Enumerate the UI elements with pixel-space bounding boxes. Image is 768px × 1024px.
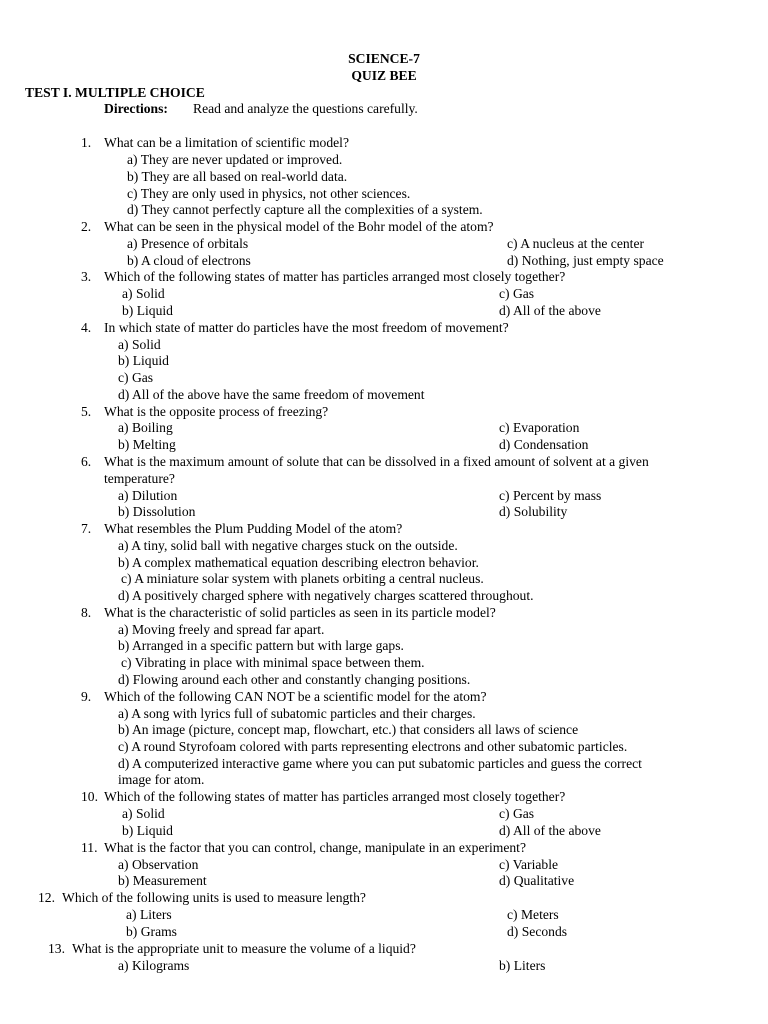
question-text: What is the opposite process of freezing?	[104, 404, 329, 419]
option: d) A computerized interactive game where you can put subatomic particles and guess the correct	[118, 756, 642, 771]
option: d) Condensation	[499, 437, 589, 452]
option: d) Flowing around each other and constantly changing positions.	[118, 672, 471, 687]
option-continued: image for atom.	[118, 772, 205, 787]
option: a) They are never updated or improved.	[127, 152, 343, 167]
option: b) Melting	[118, 437, 176, 452]
question-text: What is the maximum amount of solute that can be dissolved in a fixed amount of solvent at a given	[104, 454, 649, 469]
question-number: 3.	[81, 269, 92, 284]
option: b) Liters	[499, 958, 546, 973]
option: a) Dilution	[118, 488, 178, 503]
option: a) Moving freely and spread far apart.	[118, 622, 325, 637]
question-text: Which of the following CAN NOT be a scientific model for the atom?	[104, 689, 487, 704]
doc-subtitle: QUIZ BEE	[351, 68, 417, 83]
option: a) A tiny, solid ball with negative charges stuck on the outside.	[118, 538, 458, 553]
directions-text: Read and analyze the questions carefully.	[193, 101, 418, 116]
option: c) Gas	[499, 286, 535, 301]
option: d) Seconds	[507, 924, 568, 939]
question-text: In which state of matter do particles have the most freedom of movement?	[104, 320, 509, 335]
question-number: 13.	[48, 941, 65, 956]
option: a) Presence of orbitals	[127, 236, 249, 251]
question-number: 7.	[81, 521, 92, 536]
question-number: 2.	[81, 219, 92, 234]
question-number: 11.	[81, 840, 98, 855]
option: b) Arranged in a specific pattern but with large gaps.	[118, 638, 404, 653]
question-text: What is the characteristic of solid particles as seen in its particle model?	[104, 605, 496, 620]
option: d) All of the above	[499, 303, 601, 318]
option: d) All of the above	[499, 823, 601, 838]
option: b) Liquid	[118, 353, 169, 368]
option: b) An image (picture, concept map, flowchart, etc.) that considers all laws of science	[118, 722, 579, 737]
question-text: Which of the following states of matter has particles arranged most closely together?	[104, 789, 566, 804]
option: b) Dissolution	[118, 504, 196, 519]
question-text: What can be seen in the physical model of the Bohr model of the atom?	[104, 219, 494, 234]
question-text: What is the factor that you can control, change, manipulate in an experiment?	[104, 840, 526, 855]
option: d) All of the above have the same freedom of movement	[118, 387, 425, 402]
option: d) Solubility	[499, 504, 568, 519]
question-number: 6.	[81, 454, 92, 469]
option: c) A round Styrofoam colored with parts representing electrons and other subatomic particles.	[118, 739, 628, 754]
option: a) Solid	[118, 337, 161, 352]
question-number: 9.	[81, 689, 92, 704]
option: a) A song with lyrics full of subatomic particles and their charges.	[118, 706, 476, 721]
question-number: 4.	[81, 320, 92, 335]
option: b) A complex mathematical equation describing electron behavior.	[118, 555, 479, 570]
question-number: 5.	[81, 404, 92, 419]
option: c) Gas	[118, 370, 154, 385]
option: c) A nucleus at the center	[507, 236, 645, 251]
option: a) Observation	[118, 857, 199, 872]
question-text: What can be a limitation of scientific model?	[104, 135, 349, 150]
option: c) Vibrating in place with minimal space between them.	[121, 655, 425, 670]
option: d) A positively charged sphere with negatively charges scattered throughout.	[118, 588, 534, 603]
option: c) Meters	[507, 907, 559, 922]
option: a) Solid	[122, 806, 165, 821]
option: d) They cannot perfectly capture all the complexities of a system.	[127, 202, 483, 217]
question-number: 1.	[81, 135, 92, 150]
question-text: What resembles the Plum Pudding Model of the atom?	[104, 521, 403, 536]
option: a) Liters	[126, 907, 172, 922]
option: c) Gas	[499, 806, 535, 821]
option: a) Kilograms	[118, 958, 190, 973]
option: d) Qualitative	[499, 873, 575, 888]
option: c) Evaporation	[499, 420, 580, 435]
question-text: Which of the following units is used to measure length?	[62, 890, 366, 905]
option: c) Percent by mass	[499, 488, 602, 503]
question-number: 10.	[81, 789, 98, 804]
option: c) A miniature solar system with planets orbiting a central nucleus.	[121, 571, 484, 586]
option: b) Liquid	[122, 823, 173, 838]
option: b) Measurement	[118, 873, 207, 888]
question-number: 8.	[81, 605, 92, 620]
option: c) They are only used in physics, not other sciences.	[127, 186, 411, 201]
option: b) A cloud of electrons	[127, 253, 251, 268]
section-heading: TEST I. MULTIPLE CHOICE	[25, 85, 205, 100]
option: b) Liquid	[122, 303, 173, 318]
option: b) Grams	[126, 924, 177, 939]
question-text: What is the appropriate unit to measure the volume of a liquid?	[72, 941, 416, 956]
question-text-continued: temperature?	[104, 471, 175, 486]
option: c) Variable	[499, 857, 559, 872]
option: a) Solid	[122, 286, 165, 301]
doc-title: SCIENCE-7	[348, 51, 420, 66]
option: a) Boiling	[118, 420, 173, 435]
question-text: Which of the following states of matter has particles arranged most closely together?	[104, 269, 566, 284]
question-number: 12.	[38, 890, 55, 905]
option: d) Nothing, just empty space	[507, 253, 664, 268]
option: b) They are all based on real-world data.	[127, 169, 348, 184]
directions-label: Directions:	[104, 101, 168, 116]
